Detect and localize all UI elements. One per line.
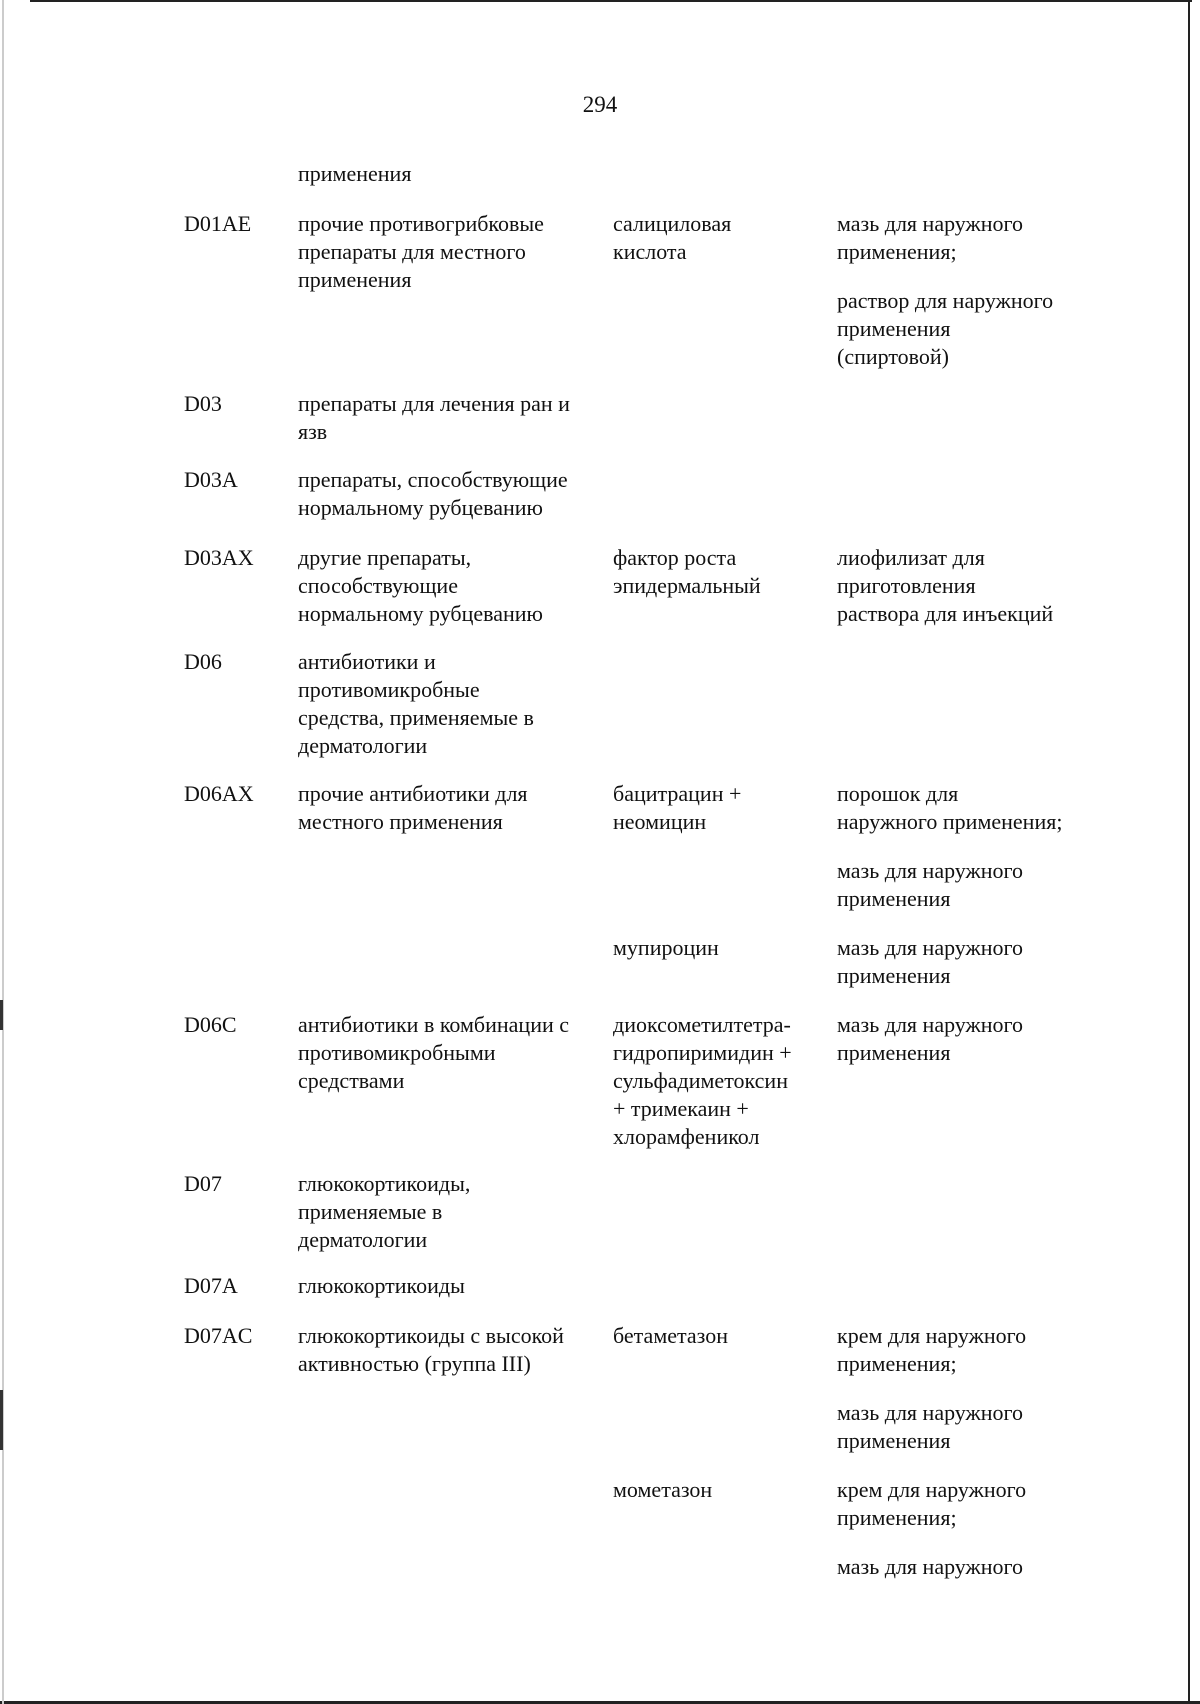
dosage-form: мазь для наружного применения [837, 1400, 1023, 1453]
atc-code: D01AE [184, 211, 252, 236]
dosage-form: лиофилизат для приготовления раствора для инъекций [837, 545, 1054, 626]
scan-border-right [1188, 0, 1190, 1704]
continuation-text: применения [298, 161, 412, 186]
atc-code: D06C [184, 1012, 237, 1037]
pharmacological-group: глюкокортикоиды [298, 1273, 465, 1298]
atc-code: D07 [184, 1171, 222, 1196]
dosage-form: мазь для наружного применения [837, 858, 1023, 911]
pharmacological-group: глюкокортикоиды с высокой активностью (группа III) [298, 1323, 564, 1376]
dosage-form: крем для наружного применения; [837, 1323, 1027, 1376]
drug-name: бетаметазон [613, 1323, 728, 1348]
dosage-form: мазь для наружного применения [837, 1012, 1023, 1065]
pharmacological-group: другие препараты, способствующие нормальному рубцеванию [298, 545, 543, 626]
drug-name: мометазон [613, 1477, 713, 1502]
drug-name: бацитрацин + неомицин [613, 781, 742, 834]
pharmacological-group: препараты, способствующие нормальному рубцеванию [298, 467, 568, 520]
drug-name: мупироцин [613, 935, 719, 960]
atc-code: D06 [184, 649, 222, 674]
dosage-form: мазь для наружного применения; [837, 211, 1023, 264]
atc-code: D03A [184, 467, 238, 492]
dosage-form: мазь для наружного применения [837, 935, 1023, 988]
pharmacological-group: прочие антибиотики для местного применения [298, 781, 528, 834]
pharmacological-group: препараты для лечения ран и язв [298, 391, 570, 444]
scan-artifact-mark [0, 1000, 3, 1030]
scan-border-top [30, 0, 1192, 2]
page-number: 294 [582, 92, 618, 117]
atc-code: D07AC [184, 1323, 253, 1348]
drug-name: салициловая кислота [613, 211, 732, 264]
pharmacological-group: прочие противогрибковые препараты для местного применения [298, 211, 544, 292]
dosage-form: порошок для наружного применения; [837, 781, 1063, 834]
pharmacological-group: глюкокортикоиды, применяемые в дерматологии [298, 1171, 471, 1252]
scan-artifact-mark [0, 1390, 3, 1450]
drug-name: фактор роста эпидермальный [613, 545, 761, 598]
dosage-form: мазь для наружного [837, 1554, 1023, 1579]
pharmacological-group: антибиотики в комбинации с противомикробными средствами [298, 1012, 570, 1093]
dosage-form: раствор для наружного применения (спиртовой) [837, 288, 1054, 369]
atc-code: D03 [184, 391, 222, 416]
pharmacological-group: антибиотики и противомикробные средства, применяемые в дерматологии [298, 649, 534, 758]
atc-code: D06AX [184, 781, 254, 806]
atc-code: D07A [184, 1273, 238, 1298]
atc-code: D03AX [184, 545, 254, 570]
dosage-form: крем для наружного применения; [837, 1477, 1027, 1530]
drug-name: диоксометилтетра- гидропиримидин + сульфадиметоксин + тримекаин + хлорамфеникол [613, 1012, 792, 1149]
